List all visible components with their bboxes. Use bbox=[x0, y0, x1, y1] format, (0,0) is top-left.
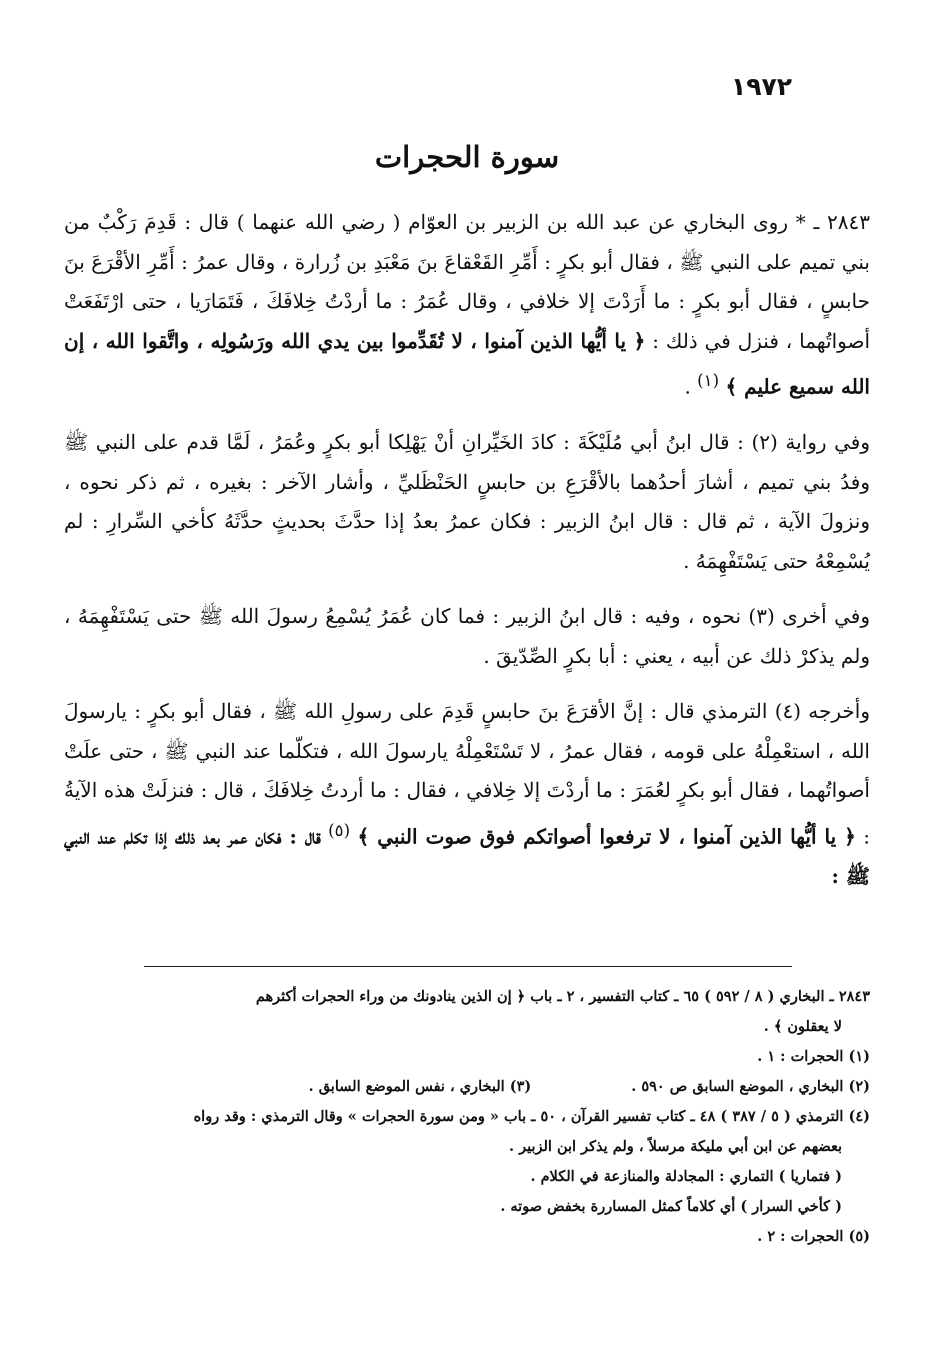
surah-title: سورة الحجرات bbox=[374, 140, 560, 174]
paragraph-text: وأخرجه (٤) الترمذي قال : إنَّ الأقرَعَ بنَ حابسٍ قَدِمَ على رسولِ الله ﷺ ، فقال أبو بكرٍ : يارسولَ الله ، استعْمِلْهُ على قومه ، فقال عمرُ ، لا تَسْتَعْمِلْهُ يارسولَ الله ، فتكلّما عند النبي ﷺ ، حتى علَتْ أصواتُهما ، فقال أبو بكرٍ لعُمَرَ : ما أردْتَ إلا خِلافي ، فقال : ما أردتُ خِلافَكَ ، قال : فنزلَتْ هذه الآيةُ : bbox=[64, 699, 871, 849]
narration-paragraph: وفي رواية (٢) : قال ابنُ أبي مُلَيْكَةَ : كادَ الخَيِّرانِ أنْ يَهْلِكا أبو بكرٍ وعُمَرُ ، لَمَّا قدم على النبي ﷺ وفدُ بني تميم ، أشارَ أحدُهما بالأقْرَعِ بن حابسٍ الحَنْظَليِّ ، وأشار الآخر : بغيره ، ثم ذكر نحوه ، ونزولَ الآية ، ثم قال : قال ابنُ الزبير : فكان عمرُ بعدُ إذا حدَّثَ بحديثٍ حدَّثَهُ كأخي السِّرارِ : لم يُسْمِعْهُ حتى يَسْتَفْهِمَهُ . bbox=[64, 430, 870, 573]
paragraph-end: قال : فكان عمر بعد ذلك إذا تكلم عند النبي ﷺ : bbox=[64, 824, 870, 888]
footnote-3: (٣) البخاري ، نفس الموضع السابق . bbox=[308, 1078, 532, 1095]
footnote-1: (١) الحجرات : ١ . bbox=[757, 1048, 870, 1065]
footnote-ref: (١) bbox=[697, 371, 720, 390]
footnote-5: (٥) الحجرات : ٢ . bbox=[757, 1228, 870, 1245]
page-number: ١٩٧٢ bbox=[730, 72, 792, 101]
footnote-divider bbox=[144, 966, 792, 967]
tirmidhi-paragraph bbox=[64, 692, 870, 896]
paragraph-end: . bbox=[684, 374, 691, 399]
footnote-4-continued: بعضهم عن ابن أبي مليكة مرسلاً ، ولم يذكر ابن الزبير . bbox=[508, 1138, 842, 1155]
gloss-fatamaraya: ( فتماريا ) التماري : المجادلة والمنازعة في الكلام . bbox=[530, 1168, 842, 1185]
main-text bbox=[64, 203, 870, 912]
footnote-ref: (٥) bbox=[328, 820, 351, 840]
footnote-2: (٢) البخاري ، الموضع السابق ص ٥٩٠ . bbox=[631, 1078, 870, 1095]
quran-verse: ﴿ يا أيُّها الذين آمنوا ، لا تُقَدِّموا بين يدي الله ورَسُولِه ، واتَّقوا الله ، إن الله سميع عليم ﴾ bbox=[64, 328, 870, 399]
footnote-row bbox=[64, 1072, 870, 1102]
hadith-2843-paragraph bbox=[64, 203, 870, 407]
footnotes bbox=[64, 982, 870, 1252]
quran-verse: ﴿ يا أيُّها الذين آمنوا ، لا ترفعوا أصواتكم فوق صوت النبي ﴾ bbox=[357, 824, 856, 849]
paragraph-text: ٢٨٤٣ ـ * روى البخاري عن عبد الله بن الزبير بن العوّام ( رضي الله عنهما ) قال : قَدِمَ رَكْبٌ من بني تميم على النبي ﷺ ، فقال أبو بكرٍ : أَمِّرِ القَعْقاعَ بنَ مَعْبَدِ بن زُرارة ، وقال عمرُ : أَمِّرِ الأقْرَعَ بنَ حابسٍ ، فقال أبو بكرٍ : ما أَرَدْتَ إلا خلافي ، وقال عُمَرُ : ما أردْتُ خِلافَكَ ، فَتَمَارَيا ، حتى ارْتَفَعَتْ أصواتُهما ، فنزل في ذلك : bbox=[64, 210, 871, 353]
footnote-4: (٤) الترمذي ( ٥ / ٣٨٧ ) ٤٨ ـ كتاب تفسير القرآن ، ٥٠ ـ باب « ومن سورة الحجرات » وقال الترمذي : وقد رواه bbox=[193, 1108, 870, 1125]
gloss-akhi-assirar: ( كأخي السرار ) أي كلاماً كمثل المساررة بخفض صوته . bbox=[500, 1198, 842, 1215]
footnote-2843-continued: لا يعقلون ﴾ . bbox=[763, 1018, 842, 1035]
footnote-2843: ٢٨٤٣ ـ البخاري ( ٨ / ٥٩٢ ) ٦٥ ـ كتاب التفسير ، ٢ ـ باب ﴿ إن الذين ينادونك من وراء الحجرات أكثرهم bbox=[255, 988, 870, 1005]
narration-paragraph: وفي أخرى (٣) نحوه ، وفيه : قال ابنُ الزبير : فما كان عُمَرُ يُسْمِعُ رسولَ الله ﷺ حتى يَسْتَفْهِمَهُ ، ولم يذكرْ ذلك عن أبيه ، يعني : أبا بكرٍ الصِّدّيقَ . bbox=[64, 604, 870, 668]
